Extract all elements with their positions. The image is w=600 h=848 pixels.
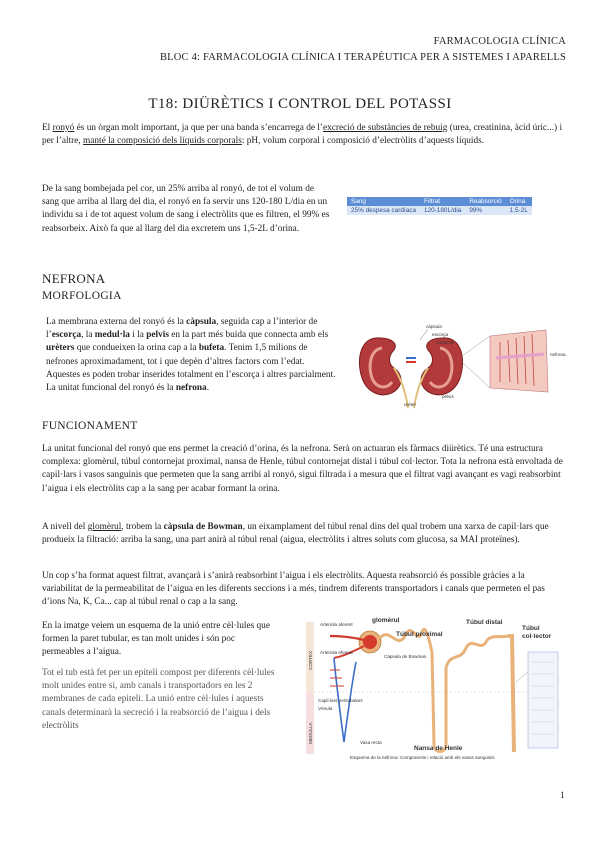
label-arteriola-eferent: Arteriola eferent	[320, 650, 353, 655]
table-row	[347, 206, 532, 215]
term-capsula: càpsula	[186, 317, 217, 327]
term-glomerul: glomèrul	[87, 522, 122, 532]
kidney-section-shape	[490, 330, 548, 392]
diagram-caption: Esquema de la nefrona: Components i relació amb els vasos sanguinis	[350, 755, 495, 760]
zoom-line	[462, 336, 490, 356]
renal-flow-table	[347, 197, 532, 215]
page-number: 1	[560, 791, 565, 801]
table-cell: 99%	[465, 206, 505, 215]
table-cell: 120-180L/dia	[420, 206, 465, 215]
term-ureters: urèters	[46, 343, 75, 354]
funcionament-paragraph-1: La unitat funcional del ronyó que ens permet la creació d’orina, és la nefrona. Serà on actuaran els fàrmacs diürètics. Té una estructura complexa: glomèrul, túbul contornejat proximal, nansa de Henle, túbul contornejat distal i túbul col·lector. Tota la nefrona està envoltada de capil·lars i vasos sanguinis que permeten que la sang arribi al ronyó, sigui filtrada i a mesura que el filtrat vagi avançant es vagi reabsorbint l’aigua i els electròlits cap a la sang per acabar formant la orina.	[42, 444, 563, 494]
table-cell: 1,5-2L	[506, 206, 532, 215]
morfologia-paragraph: La membrana externa del ronyó és la càpsula, seguida cap a l’interior de l’escorça, la medul·la i la pelvis en la part més buida que connecta amb els urèters que condueixen la orina cap a la bufeta. Tenim 1,5 milions de nefrones aproximadament, tot i que depèn d’altres factors com l’edat. Aquestes es poden trobar inserides totalment en l’escorça i altres parcialment. La unitat funcional del ronyó és la nefrona.	[46, 317, 336, 394]
label-nansa-henle: Nansa de Henle	[414, 745, 463, 752]
cell-detail-box	[528, 652, 558, 748]
intro-underline-composicio: manté la composició dels líquids corporals	[83, 136, 242, 147]
block-title: BLOC 4: FARMACOLOGIA CLÍNICA I TERAPÈUTICA PER A SISTEMES I APARELLS	[159, 52, 566, 63]
intro-underline-excrecio: excreció de substàncies de rebuig	[322, 123, 448, 133]
table-header-row	[347, 197, 532, 206]
label-nefrona: nefrona	[550, 352, 566, 357]
nephron-diagram	[300, 612, 572, 762]
term-pelvis: pelvis	[146, 330, 169, 341]
table-header-cell: Reabsorció	[465, 197, 505, 206]
intro-text-3: (urea, creatinina, àcid úric...) i per l’altre,	[42, 123, 563, 147]
subsection-heading-morfologia: MORFOLOGIA	[42, 290, 122, 302]
label-capil: Capil·lars peritubulars	[318, 698, 363, 703]
intro-paragraph	[42, 122, 564, 148]
label-arteriola-aferent: Arteriola aferent	[320, 622, 353, 627]
table-header-cell: Sang	[347, 197, 420, 206]
glomerulus-icon	[363, 635, 377, 649]
zoom-line	[462, 362, 490, 388]
label-glomerul: glomèrul	[372, 617, 400, 624]
intro-text-4: : pH, volum corporal i composició d’electròlits d’aquests líquids.	[241, 136, 485, 147]
label-escorca: escorça	[432, 332, 449, 337]
funcionament-paragraph-3: Un cop s’ha format aquest filtrat, avançarà i s’anirà reabsorbint l’aigua i els electròlits. Aquesta reabsorció és possible gràcies a la variabilitat de la permeabilitat de l’aigua en les diferents seccions i a més, tindrem diferents transportadors i canals que permeten el pas d’ions Na, K, Ca... cap al túbul renal o cap a la sang.	[42, 571, 545, 608]
course-title: FARMACOLOGIA CLÍNICA	[433, 36, 566, 47]
label-tubul-distal: Túbul distal	[466, 619, 503, 626]
subsection-heading-funcionament: FUNCIONAMENT	[42, 420, 138, 432]
label-medulla: medul·la	[436, 340, 454, 345]
term-escorca: escorça	[51, 330, 82, 341]
intro-text-1: El	[42, 123, 53, 133]
funcionament-paragraph-2: A nivell del glomèrul, trobem la càpsula de Bowman, un eixamplament del túbul renal dins del qual trobem una xarxa de capil·lars que produeix la filtració: arriba la sang, una part anirà al túbul renal (aigua, electròlits i altres soluts com glucosa, sa MAI proteïnes).	[42, 522, 549, 546]
label-tubul-collector-1: Túbul	[522, 625, 540, 632]
table-header-cell: Filtrat	[420, 197, 465, 206]
label-venula: Vènula	[318, 706, 333, 711]
label-pelvis: pelvis	[442, 394, 454, 399]
kidney-illustration	[350, 318, 572, 410]
funcionament-paragraph-5: Tot el tub està fet per un epiteli compost per diferents cèl·lules molt unides entre si, amb canals i transportadors en les 2 membranes de cada epiteli. La unió entre cèl·lules i aquests canals determinarà la secreció i la reabsorció de l’aigua i dels electròlits	[42, 668, 275, 731]
table-header-cell: Orina	[506, 197, 532, 206]
label-ureter: urèter	[404, 402, 417, 407]
label-capsula: càpsula	[426, 324, 442, 329]
section-heading-nefrona: NEFRONA	[42, 271, 106, 286]
label-medulla-zone: MEDULLA	[308, 722, 313, 744]
label-vasa-recta: Vasa recta	[360, 740, 382, 745]
page-title: T18: DIÜRÈTICS I CONTROL DEL POTASSI	[148, 96, 452, 112]
funcionament-paragraph-4: En la imatge veiem un esquema de la unió entre cèl·lules que formen la paret tubular, es tan molt unides i són poc permeables a l’aigua.	[42, 621, 270, 658]
term-bufeta: bufeta	[198, 343, 225, 354]
label-cortex: CORTEX	[308, 650, 313, 670]
label-tubul-collector-2: col·lector	[522, 633, 552, 640]
table-cell: 25% despesa cardíaca	[347, 206, 420, 215]
label-tubul-proximal: Túbul proximal	[396, 631, 443, 638]
term-nefrona: nefrona	[175, 383, 207, 394]
blood-paragraph: De la sang bombejada pel cor, un 25% arriba al ronyó, de tot el volum de sang que arriba al llarg del dia, el ronyó en fa servir uns 120-180 L/dia en un individu sa i de tot aquest volum de sang i electròlits que es filtren, el 99% es reabsorbeix. Això fa que al llarg del dia excretem uns 1,5-2L d’orina.	[42, 184, 330, 234]
term-capsula-bowman: càpsula de Bowman	[163, 522, 243, 532]
intro-underline-ronyo: ronyó	[52, 123, 75, 133]
term-medulla: medul·la	[94, 330, 130, 341]
intro-text-2: és un òrgan molt important, ja que per una banda s’encarrega de l’	[74, 123, 323, 133]
label-capsula-bowman: Càpsula de Bowman	[384, 654, 427, 659]
